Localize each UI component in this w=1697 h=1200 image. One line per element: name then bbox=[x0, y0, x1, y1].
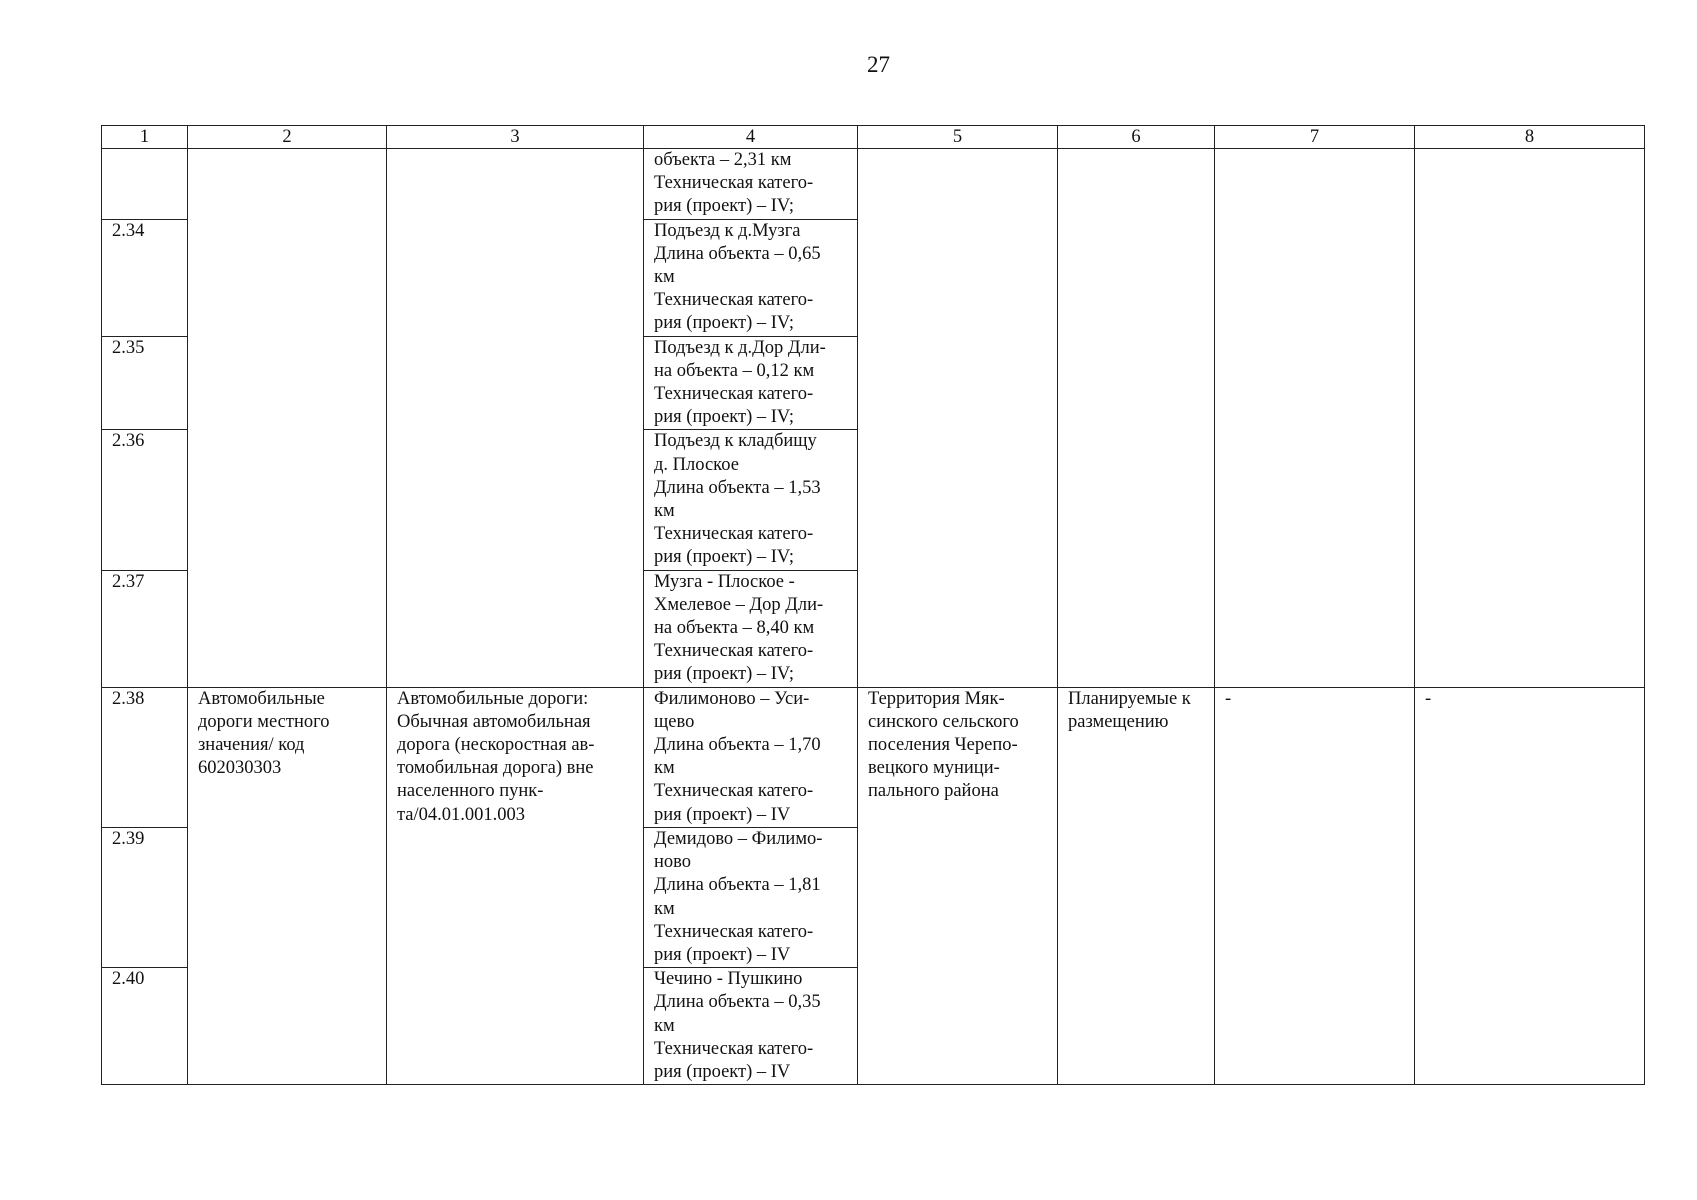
page-number: 27 bbox=[867, 52, 890, 77]
object-description: Музга - Плоское - Хмелевое – Дор Дли- на объекта – 8,40 км Техническая катего- рия (проект) – IV; bbox=[644, 570, 858, 687]
table-row bbox=[102, 149, 1645, 220]
table-row bbox=[102, 687, 1645, 827]
object-description: Подъезд к кладбищу д. Плоское Длина объекта – 1,53 км Техническая катего- рия (проект) – IV; bbox=[644, 430, 858, 570]
object-type-cell: Автомобильные дороги местного значения/ код 602030303 bbox=[188, 687, 387, 1084]
empty-cell-col2 bbox=[188, 149, 387, 688]
row-number: 2.37 bbox=[102, 570, 188, 687]
column-header-1: 1 bbox=[102, 126, 188, 149]
row-number: 2.40 bbox=[102, 968, 188, 1085]
column-header-6: 6 bbox=[1058, 126, 1215, 149]
object-description: Подъезд к д.Музга Длина объекта – 0,65 км Техническая катего- рия (проект) – IV; bbox=[644, 219, 858, 336]
column-header-5: 5 bbox=[858, 126, 1058, 149]
object-description: Демидово – Филимо- ново Длина объекта – 1,81 км Техническая катего- рия (проект) – IV bbox=[644, 827, 858, 967]
object-kind-cell: Автомобильные дороги: Обычная автомобильная дорога (нескоростная ав- томобильная дорога) вне населенного пунк- та/04.01.001.003 bbox=[387, 687, 644, 1084]
object-description: Чечино - Пушкино Длина объекта – 0,35 км Техническая катего- рия (проект) – IV bbox=[644, 968, 858, 1085]
row-number: 2.38 bbox=[102, 687, 188, 827]
empty-cell-col3 bbox=[387, 149, 644, 688]
row-number: 2.36 bbox=[102, 430, 188, 570]
col8-cell: - bbox=[1415, 687, 1645, 1084]
empty-cell-col6 bbox=[1058, 149, 1215, 688]
object-description: Подъезд к д.Дор Дли- на объекта – 0,12 км Техническая катего- рия (проект) – IV; bbox=[644, 336, 858, 430]
object-description: объекта – 2,31 км Техническая катего- рия (проект) – IV; bbox=[644, 149, 858, 220]
column-header-3: 3 bbox=[387, 126, 644, 149]
object-description: Филимоново – Уси- щево Длина объекта – 1,70 км Техническая катего- рия (проект) – IV bbox=[644, 687, 858, 827]
row-number: 2.35 bbox=[102, 336, 188, 430]
column-header-8: 8 bbox=[1415, 126, 1645, 149]
row-number: 2.39 bbox=[102, 827, 188, 967]
status-cell: Планируемые к размещению bbox=[1058, 687, 1215, 1084]
territory-cell: Территория Мяк- синского сельского поселения Черепо- вецкого муници- пального района bbox=[858, 687, 1058, 1084]
column-header-row bbox=[102, 126, 1645, 149]
empty-cell-col7 bbox=[1215, 149, 1415, 688]
document-table bbox=[101, 125, 1645, 1085]
empty-cell-col8 bbox=[1415, 149, 1645, 688]
column-header-2: 2 bbox=[188, 126, 387, 149]
empty-cell-col5 bbox=[858, 149, 1058, 688]
row-number bbox=[102, 149, 188, 220]
column-header-7: 7 bbox=[1215, 126, 1415, 149]
row-number: 2.34 bbox=[102, 219, 188, 336]
column-header-4: 4 bbox=[644, 126, 858, 149]
col7-cell: - bbox=[1215, 687, 1415, 1084]
